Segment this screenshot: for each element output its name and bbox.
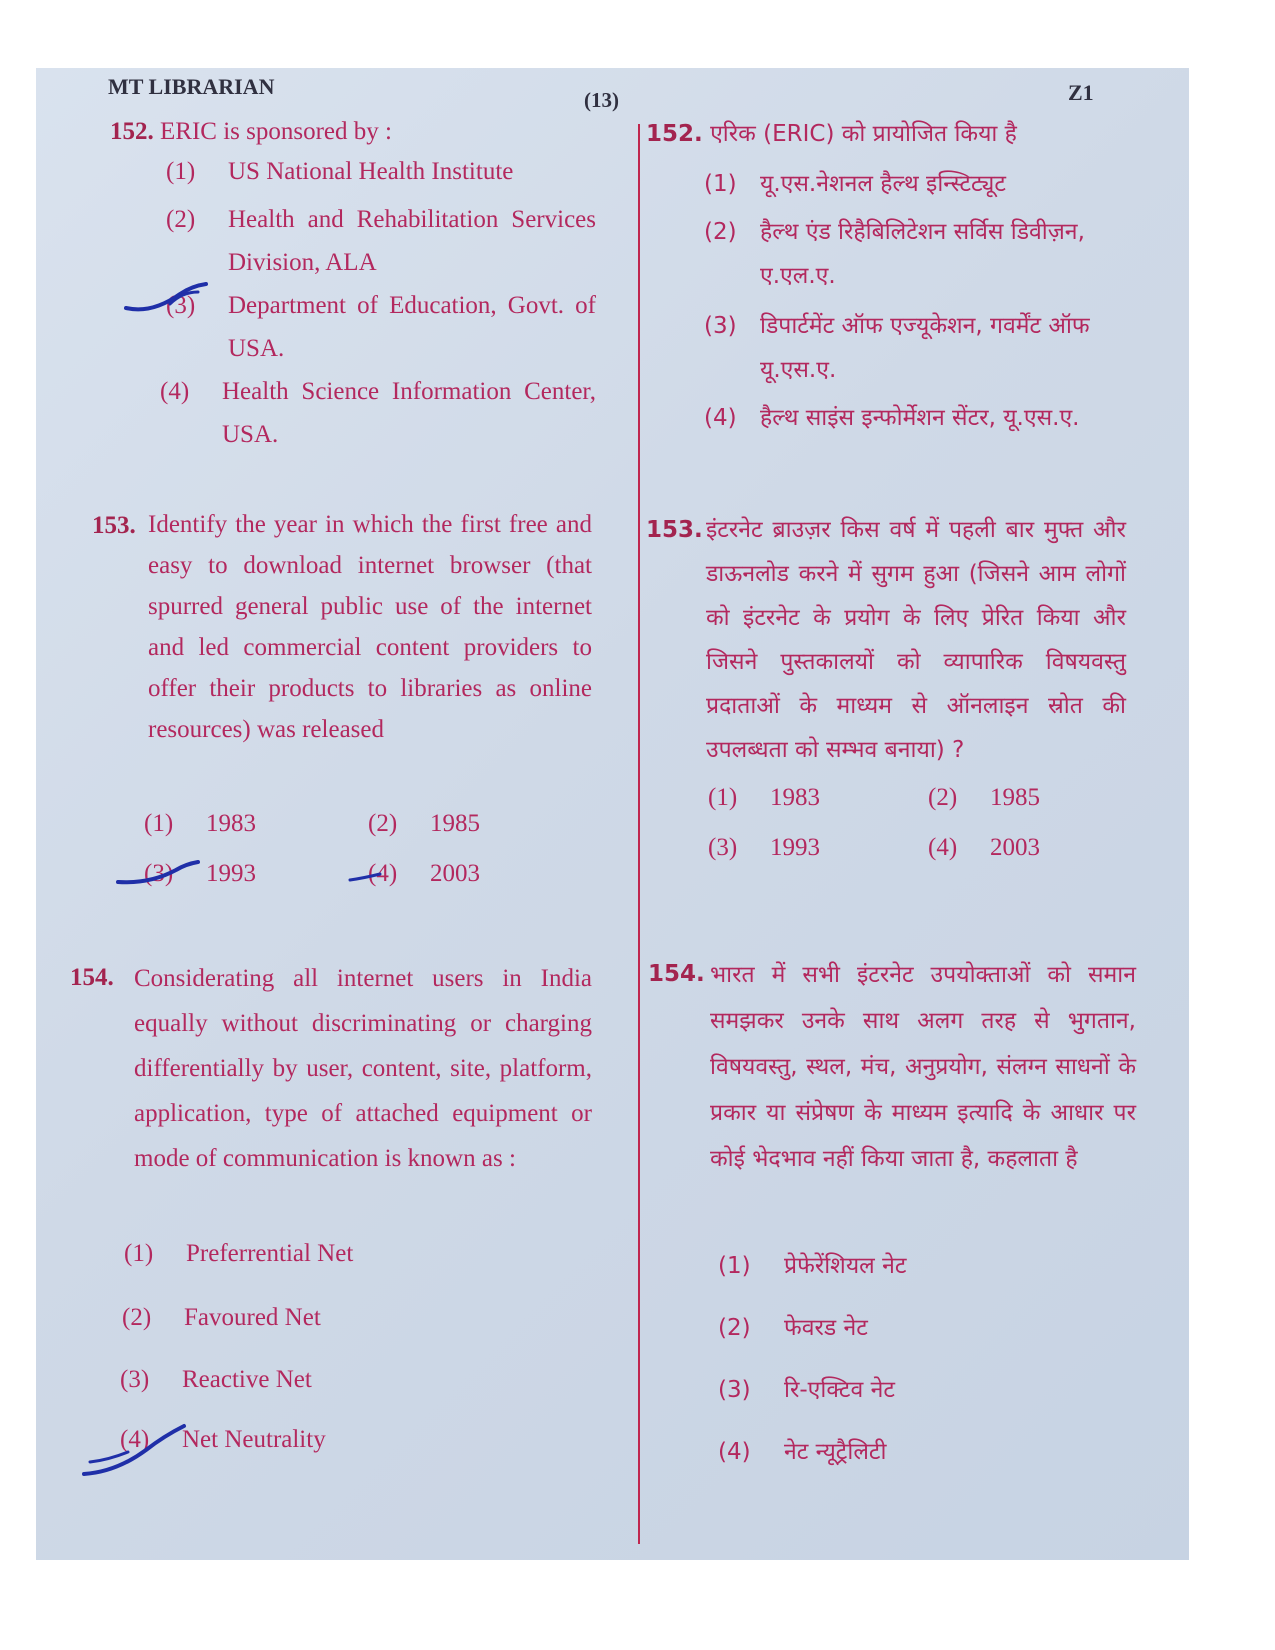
answer-tick-mark (80, 1422, 190, 1482)
q153-en-option-2: (2) 1985 (368, 810, 480, 837)
q153-hi-option-2: (2) 1985 (928, 784, 1040, 811)
q153-en-question: 153. Identify the year in which the first free and easy to download internet browser (that spurred general public use of the internet and led commercial content providers to offer their products to libraries as online resources) was released (92, 511, 592, 743)
q153-en-option-1: (1) 1983 (144, 810, 256, 837)
q152-hi-option-4: (4) हैल्थ साइंस इन्फोर्मेशन सेंटर, यू.एस.ए. (704, 405, 1080, 431)
column-divider (638, 124, 640, 1544)
q152-en-option-4: (4) Health Science Information Center, USA. (160, 378, 596, 448)
q152-hi-question: 152. एरिक (ERIC) को प्रायोजित किया है (646, 121, 1017, 147)
q152-en-option-1: (1) US National Health Institute (166, 158, 514, 185)
q154-en-option-2: (2) Favoured Net (122, 1304, 321, 1331)
q153-hi-option-1: (1) 1983 (708, 784, 820, 811)
q154-hi-option-3: (3) रि-एक्टिव नेट (718, 1377, 895, 1403)
answer-tick-mark (122, 278, 212, 318)
question-number: 152. (110, 118, 154, 145)
question-text: ERIC is sponsored by : (160, 118, 392, 145)
q154-hi-option-1: (1) प्रेफेरेंशियल नेट (718, 1253, 907, 1279)
q154-hi-question: 154. भारत में सभी इंटरनेट उपयोक्ताओं को समान समझकर उनके साथ अलग तरह से भुगतान, विषयवस्तु, स्थल, मंच, अनुप्रयोग, संलग्न साधनों के प्रकार या संप्रेषण के माध्यम इत्यादि के आधार पर कोई भेदभाव नहीं किया जाता है, कहलाता है (648, 961, 1136, 1172)
q154-en-option-3: (3) Reactive Net (120, 1366, 312, 1393)
q153-hi-question: 153. इंटरनेट ब्राउज़र किस वर्ष में पहली बार मुफ्त और डाऊनलोड करने में सुगम हुआ (जिसने आम लोगों को इंटरनेट के प्रयोग के लिए प्रेरित किया और जिसने पुस्तकालयों को व्यापारिक विषयवस्तु प्रदाताओं के माध्यम से ऑनलाइन स्रोत की उपलब्धता को सम्भव बनाया) ? (646, 517, 1126, 763)
q152-hi-option-1: (1) यू.एस.नेशनल हैल्थ इन्स्टिट्यूट (704, 171, 1006, 197)
answer-tick-mark (114, 858, 204, 892)
page-number: (13) (584, 88, 619, 112)
q152-en-option-3: (3) Department of Education, Govt. of USA. (166, 292, 596, 362)
q153-hi-option-4: (4) 2003 (928, 834, 1040, 861)
paper-title: MT LIBRARIAN (108, 74, 275, 99)
scanned-page (36, 68, 1189, 1560)
q153-hi-option-3: (3) 1993 (708, 834, 820, 861)
q153-en-option-3: (3) 1993 (144, 860, 256, 887)
q152-en-question (110, 110, 590, 153)
set-code: Z1 (1068, 80, 1094, 105)
q153-en-option-4: (4) 2003 (368, 860, 480, 887)
q154-hi-option-2: (2) फेवरड नेट (718, 1315, 868, 1341)
q152-hi-option-2: (2) हैल्थ एंड रिहैबिलिटेशन सर्विस डिवीज़न, ए.एल.ए. (704, 219, 1085, 289)
q154-en-option-4: (4) Net Neutrality (120, 1426, 326, 1453)
q154-en-option-1: (1) Preferrential Net (124, 1240, 354, 1267)
answer-tick-mark (346, 868, 386, 888)
q152-en-option-2: (2) Health and Rehabilitation Services Division, ALA (166, 206, 596, 276)
q154-hi-option-4: (4) नेट न्यूट्रैलिटी (718, 1439, 887, 1465)
q154-en-question: 154. Considerating all internet users in India equally without discriminating or charging differentially by user, content, site, platform, application, type of attached equipment or mode of communication is known as : (70, 964, 592, 1172)
q152-hi-option-3: (3) डिपार्टमेंट ऑफ एज्यूकेशन, गवर्मेंट ऑफ यू.एस.ए. (704, 313, 1090, 383)
